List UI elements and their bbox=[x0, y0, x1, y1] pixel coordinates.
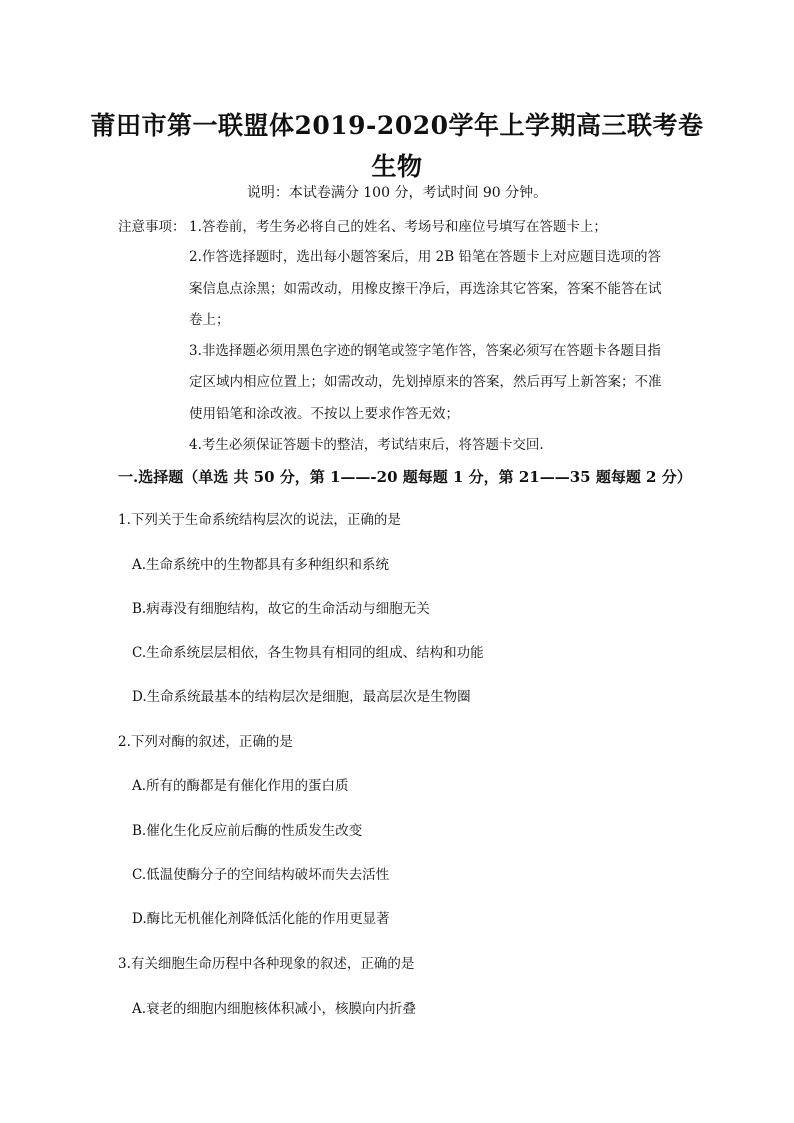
note-line: 使用铅笔和涂改液。不按以上要求作答无效； bbox=[189, 406, 459, 422]
question-stem: 1.下列关于生命系统结构层次的说法，正确的是 bbox=[118, 512, 401, 528]
question-option: A.所有的酶都是有催化作用的蛋白质 bbox=[132, 778, 349, 794]
section-heading: 一.选择题（单选 共 50 分，第 1——-20 题每题 1 分，第 21——35 题每题 2 分） bbox=[118, 468, 692, 486]
exam-title: 莆田市第一联盟体2019-2020学年上学期高三联考卷 bbox=[90, 111, 704, 140]
question-option: C.低温使酶分子的空间结构破坏而失去活性 bbox=[132, 867, 390, 883]
question-option: C.生命系统层层相依，各生物具有相同的组成、结构和功能 bbox=[132, 645, 484, 661]
question-stem: 2.下列对酶的叙述，正确的是 bbox=[118, 734, 293, 750]
question-option: B.病毒没有细胞结构，故它的生命活动与细胞无关 bbox=[132, 601, 430, 617]
question-option: B.催化生化反应前后酶的性质发生改变 bbox=[132, 823, 363, 839]
note-line: 2.作答选择题时，选出每小题答案后，用 2B 铅笔在答题卡上对应题目选项的答 bbox=[189, 249, 661, 265]
question-option: A.衰老的细胞内细胞核体积减小，核膜向内折叠 bbox=[132, 1001, 417, 1017]
question-option: D.生命系统最基本的结构层次是细胞，最高层次是生物圈 bbox=[132, 689, 471, 705]
question-option: D.酶比无机催化剂降低活化能的作用更显著 bbox=[132, 911, 390, 927]
note-line: 1.答卷前，考生务必将自己的姓名、考场号和座位号填写在答题卡上； bbox=[189, 219, 607, 235]
note-line: 4.考生必须保证答题卡的整洁，考试结束后，将答题卡交回. bbox=[189, 437, 544, 453]
note-line: 3.非选择题必须用黑色字迹的钢笔或签字笔作答，答案必须写在答题卡各题目指 bbox=[189, 343, 661, 359]
note-line: 卷上； bbox=[189, 312, 230, 328]
question-stem: 3.有关细胞生命历程中各种现象的叙述，正确的是 bbox=[118, 956, 415, 972]
note-line: 定区域内相应位置上；如需改动，先划掉原来的答案，然后再写上新答案；不准 bbox=[189, 374, 662, 390]
exam-description: 说明：本试卷满分 100 分，考试时间 90 分钟。 bbox=[246, 185, 548, 201]
notes-label: 注意事项： bbox=[118, 219, 186, 235]
question-option: A.生命系统中的生物都具有多种组织和系统 bbox=[132, 557, 390, 573]
note-line: 案信息点涂黑；如需改动，用橡皮擦干净后，再选涂其它答案，答案不能答在试 bbox=[189, 281, 662, 297]
exam-subject: 生物 bbox=[371, 152, 423, 181]
